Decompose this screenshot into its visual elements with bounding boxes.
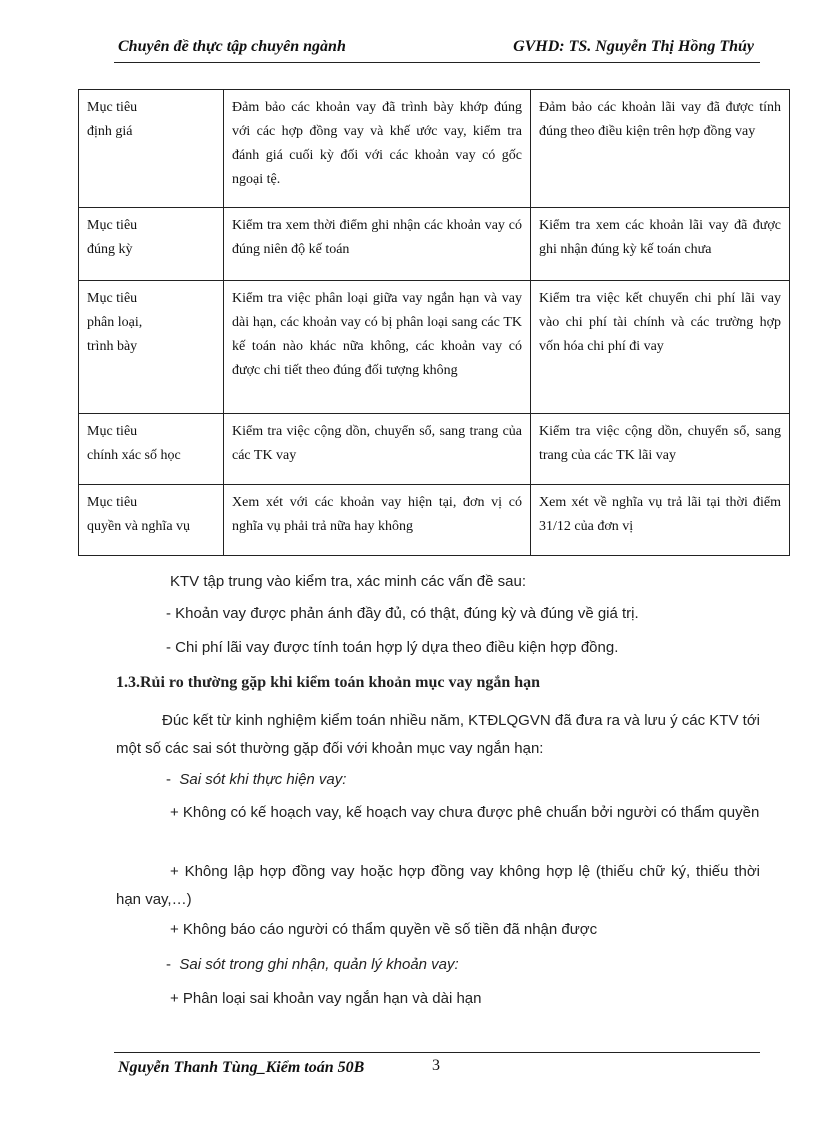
row-label: Mục tiêu quyền và nghĩa vụ <box>79 485 224 556</box>
page-number: 3 <box>432 1057 440 1074</box>
author-name: Nguyễn Thanh Tùng_Kiểm toán 50B <box>118 1059 365 1076</box>
loan-cell: Xem xét với các khoản vay hiện tại, đơn vị có nghĩa vụ phải trả nữa hay không <box>224 485 531 556</box>
intro-paragraph: KTV tập trung vào kiểm tra, xác minh các vấn đề sau: <box>170 573 527 590</box>
paragraph: + Không lập hợp đồng vay hoặc hợp đồng vay không hợp lệ (thiếu chữ ký, thiếu thời hạn vay,…) <box>116 863 760 908</box>
loan-cell: Đảm bảo các khoản vay đã trình bày khớp đúng với các hợp đồng vay và khế ước vay, kiểm tra đánh giá cuối kỳ đối với các khoản vay có gốc ngoại tệ. <box>224 90 531 208</box>
loan-cell: Kiểm tra xem thời điểm ghi nhận các khoản vay có đúng niên độ kế toán <box>224 208 531 281</box>
loan-cell: Kiểm tra việc phân loại giữa vay ngắn hạn và vay dài hạn, các khoản vay có bị phân loại sang các TK kế toán nào khác nữa không, các khoản vay có được chi tiết theo đúng đối tượng không <box>224 281 531 414</box>
paragraph: + Không báo cáo người có thẩm quyền về số tiền đã nhận được <box>170 921 598 938</box>
interest-cell: Kiểm tra việc kết chuyển chi phí lãi vay vào chi phí tài chính và các trường hợp vốn hóa chi phí đi vay <box>531 281 790 414</box>
paragraph: + Phân loại sai khoản vay ngắn hạn và dài hạn <box>170 990 482 1007</box>
bullet-label: Sai sót trong ghi nhận, quản lý khoản vay: <box>179 956 459 973</box>
header-supervisor: GVHD: TS. Nguyễn Thị Hồng Thúy <box>513 38 754 55</box>
interest-cell: Kiểm tra việc cộng dồn, chuyển sổ, sang trang của các TK lãi vay <box>531 414 790 485</box>
interest-cell: Đảm bảo các khoản lãi vay đã được tính đúng theo điều kiện trên hợp đồng vay <box>531 90 790 208</box>
loan-cell: Kiểm tra việc cộng dồn, chuyển sổ, sang trang của các TK vay <box>224 414 531 485</box>
page-footer <box>114 1052 760 1076</box>
section-heading: 1.3.Rủi ro thường gặp khi kiểm toán khoản mục vay ngắn hạn <box>116 674 541 691</box>
paragraph: + Không có kế hoạch vay, kế hoạch vay chưa được phê chuẩn bởi người có thẩm quyền <box>170 804 760 821</box>
bullet-item: - Khoản vay được phản ánh đầy đủ, có thật, đúng kỳ và đúng về giá trị. <box>166 605 639 622</box>
interest-cell: Xem xét về nghĩa vụ trả lãi tại thời điểm 31/12 của đơn vị <box>531 485 790 556</box>
row-label: Mục tiêu định giá <box>79 90 224 208</box>
interest-cell: Kiểm tra xem các khoản lãi vay đã được ghi nhận đúng kỳ kế toán chưa <box>531 208 790 281</box>
bullet-item: - Sai sót trong ghi nhận, quản lý khoản vay: <box>166 956 459 973</box>
row-label: Mục tiêu chính xác số học <box>79 414 224 485</box>
body-text <box>116 0 760 1123</box>
paragraph: Đúc kết từ kinh nghiệm kiểm toán nhiều năm, KTĐLQGVN đã đưa ra và lưu ý các KTV tới một số các sai sót thường gặp đối với khoản mục vay ngắn hạn: <box>116 712 760 757</box>
row-label: Mục tiêu đúng kỳ <box>79 208 224 281</box>
bullet-item: - Chi phí lãi vay được tính toán hợp lý dựa theo điều kiện hợp đồng. <box>166 639 619 656</box>
bullet-label: Sai sót khi thực hiện vay: <box>179 771 347 788</box>
row-label: Mục tiêu phân loại, trình bày <box>79 281 224 414</box>
bullet-item: - Sai sót khi thực hiện vay: <box>166 771 347 788</box>
header-title: Chuyên đề thực tập chuyên ngành <box>118 38 346 55</box>
